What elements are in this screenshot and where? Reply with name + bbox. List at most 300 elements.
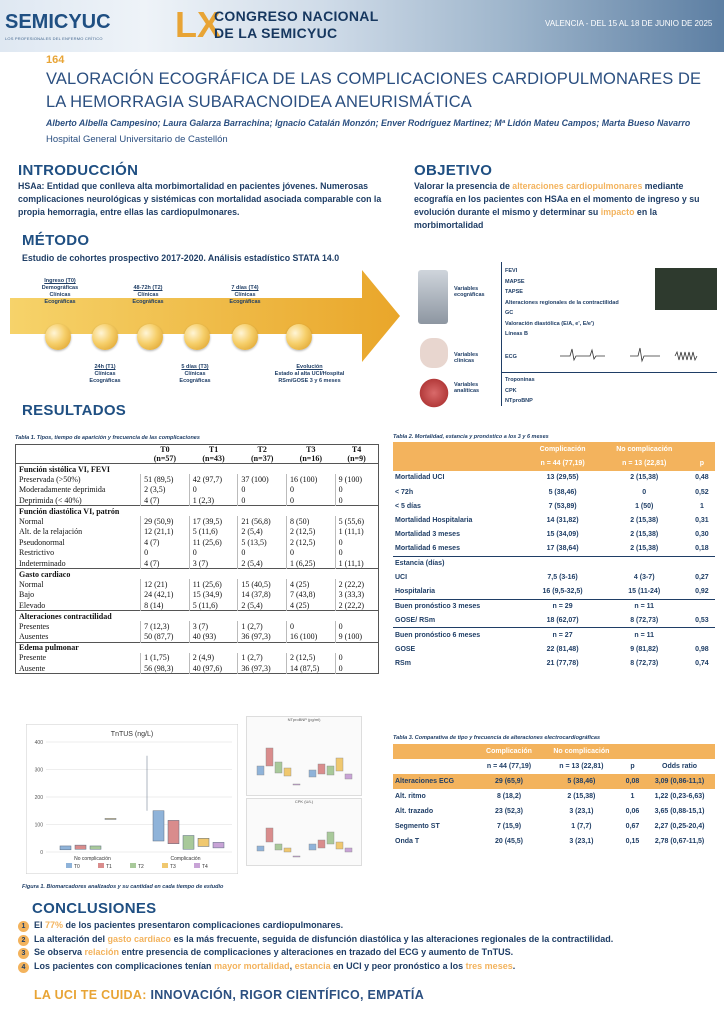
table-cell: Ausentes <box>19 632 49 641</box>
table-cell: 12 (21) <box>141 579 190 590</box>
table-cell: Bajo <box>19 590 35 600</box>
table-cell: 0 <box>335 653 378 664</box>
table-row <box>16 495 379 506</box>
table-cell: 23 (52,3) <box>494 808 524 815</box>
table-cell: 1 (6,25) <box>287 558 336 569</box>
table-cell: 3,65 (0,88-15,1) <box>654 808 705 815</box>
group-label: No complicación <box>74 856 111 862</box>
variables-divider-2 <box>501 372 717 373</box>
table-cell: 2 (5,4) <box>238 527 287 538</box>
mini-box <box>309 770 316 777</box>
congress-number: LX <box>175 4 222 45</box>
table-header-cell: Odds ratio <box>662 763 698 770</box>
ntprobnp-plot <box>247 722 361 792</box>
table-cell: Alt. ritmo <box>395 793 426 800</box>
table-header-cell: T1 (n=43) <box>189 445 238 464</box>
mini-box <box>345 774 352 779</box>
table-row <box>16 590 379 601</box>
y-tick: 0 <box>40 850 43 856</box>
table-cell: 2,78 (0,67-11,5) <box>654 838 705 845</box>
blood-cells-image <box>418 376 450 410</box>
table-section-row <box>16 464 379 475</box>
conclusions-list <box>18 919 718 973</box>
table-cell: 1 (2,7) <box>238 653 287 664</box>
table-cell: 0,67 <box>625 823 640 830</box>
table-row <box>393 804 715 819</box>
table-header-cell <box>644 744 715 759</box>
table-cell: Segmento ST <box>395 823 440 830</box>
table-row <box>393 819 715 834</box>
table-header-cell: T0 (n=57) <box>141 445 190 464</box>
patient-image <box>420 338 448 368</box>
table-cell: 0 <box>238 485 287 496</box>
table-cell: Mortalidad 3 meses <box>395 531 460 539</box>
congress-title-2: DE LA SEMICYUC <box>214 25 338 41</box>
table-cell: 1 <box>699 502 704 510</box>
table-cell: 16 (9,5-32,5) <box>542 588 583 596</box>
mini-box <box>284 848 291 852</box>
table1-caption: Tabla 1. Tipos, tiempo de aparición y frecuencia de las complicaciones <box>15 435 200 441</box>
conclusions-heading: CONCLUSIONES <box>32 900 157 917</box>
hospital: Hospital General Universitario de Castellón <box>46 134 228 145</box>
conclusion-1: 1 El 77% de los pacientes presentaron complicaciones cardiopulmonares. <box>18 919 718 933</box>
table-header-cell <box>393 759 476 774</box>
table-header-cell: Complicación <box>486 748 532 755</box>
cpk-title: CPK (U/L) <box>294 799 314 804</box>
table-cell: 0,06 <box>625 808 640 815</box>
table-cell: 2 (15,38) <box>630 517 659 525</box>
table-cell: 11 (25,6) <box>189 579 238 590</box>
table-cell: 0,92 <box>695 588 709 596</box>
table1 <box>15 444 379 674</box>
mini-box <box>336 842 343 849</box>
table-header-cell <box>689 442 715 456</box>
table-row <box>16 579 379 590</box>
table-cell: 5 (13,5) <box>238 537 287 548</box>
table-header-cell: No complicación <box>616 445 673 453</box>
table-cell: 0 <box>189 548 238 559</box>
table-cell: 16 (100) <box>287 474 336 485</box>
legend-label: T2 <box>138 864 144 870</box>
method-heading: MÉTODO <box>22 232 90 249</box>
table-cell: Estancia (días) <box>395 560 445 568</box>
timeline-point-t4 <box>232 324 258 350</box>
box-T0 <box>60 846 71 850</box>
var-clin-list: ECG <box>505 354 517 360</box>
table-row <box>393 528 715 542</box>
table-cell: 5 (11,6) <box>189 600 238 611</box>
table-cell: 4 (7) <box>141 537 190 548</box>
table-cell: 0,18 <box>695 545 709 553</box>
box-T0 <box>153 811 164 841</box>
table-cell: 0 <box>141 548 190 559</box>
table-header-cell: No complicación <box>553 748 610 755</box>
table-cell: 2 (12,5) <box>287 527 336 538</box>
section-title: Función diastólica VI, patrón <box>16 506 379 517</box>
table-cell: 0 <box>335 548 378 559</box>
table-cell: Moderadamente deprimida <box>19 485 106 495</box>
mini-box <box>266 828 273 842</box>
table-cell: 1 (11,1) <box>335 527 378 538</box>
table-cell: UCI <box>395 574 408 582</box>
ntprobnp-title: NTproBNP (pg/ml) <box>287 717 321 722</box>
tntus-chart <box>26 724 238 874</box>
y-tick: 300 <box>34 767 43 774</box>
table-section-row <box>16 611 379 622</box>
table-cell: 5 (38,46) <box>567 778 596 785</box>
table-cell: 21 (56,8) <box>238 516 287 527</box>
table-cell: 1 (2,7) <box>238 621 287 632</box>
method-text: Estudio de cohortes prospectivo 2017-2020. Análisis estadístico STATA 14.0 <box>22 253 340 263</box>
table-cell: Ausente <box>19 663 46 673</box>
table-row <box>393 614 715 628</box>
table-cell: 56 (98,3) <box>141 663 190 674</box>
table-header-cell: T3 (n=16) <box>287 445 336 464</box>
table-cell: 2,27 (0,25-20,4) <box>654 823 705 830</box>
table-cell: 5 (38,46) <box>548 488 577 496</box>
ecg-traces <box>560 346 710 364</box>
table-cell: 12 (21,1) <box>141 527 190 538</box>
table2 <box>393 442 715 671</box>
table-cell: 40 (97,6) <box>189 663 238 674</box>
table-cell: 1,22 (0,23-6,63) <box>654 793 705 800</box>
table-cell: 3,09 (0,86-11,1) <box>654 778 705 785</box>
table-cell: 2 (15,38) <box>567 793 596 800</box>
table-cell: Presentes <box>19 621 50 631</box>
table-cell: 37 (100) <box>238 474 287 485</box>
table-row <box>393 774 715 789</box>
table-cell: Indeterminado <box>19 558 66 568</box>
table-cell: 9 (81,82) <box>630 645 659 653</box>
table-row <box>393 471 715 485</box>
table-cell: 51 (89,5) <box>141 474 190 485</box>
table-cell: 22 (81,48) <box>546 645 579 653</box>
table-cell: 0,74 <box>695 660 709 668</box>
intro-heading: INTRODUCCIÓN <box>18 162 139 179</box>
table-cell: Alteraciones ECG <box>395 778 455 785</box>
table-header-cell <box>393 442 526 456</box>
table-cell: 3 (7) <box>189 558 238 569</box>
table-cell: < 72h <box>395 488 414 496</box>
table-cell: 0 <box>335 537 378 548</box>
table-cell: 1 (50) <box>635 502 654 510</box>
table-header-cell: n = 44 (77,19) <box>540 459 585 467</box>
table-cell: 0,98 <box>695 645 709 653</box>
figure-caption: Figura 1. Biomarcadores analizados y su cantidad en cada tiempo de estudio <box>22 884 224 890</box>
table-cell <box>689 599 715 613</box>
table-cell: 0 <box>335 485 378 496</box>
timeline-t3: 5 días (T3) Clínicas Ecográficas <box>179 364 211 384</box>
table-row <box>16 653 379 664</box>
timeline-t0: Ingreso (T0) Demográficas Clínicas Ecográficas <box>41 278 79 305</box>
table-cell <box>600 556 689 570</box>
box-T3 <box>105 818 116 819</box>
table-cell: 2 (12,5) <box>287 537 336 548</box>
var-anal-label: Variables analíticas <box>454 382 480 394</box>
table-row <box>16 527 379 538</box>
table-cell: 2 (4,9) <box>189 653 238 664</box>
table-header-cell: T2 (n=37) <box>238 445 287 464</box>
variables-divider <box>501 262 502 406</box>
mini-box <box>275 762 282 773</box>
timeline-point-evolution <box>286 324 312 350</box>
table-header <box>393 442 715 456</box>
y-tick: 100 <box>34 822 43 829</box>
table-cell: 0 <box>287 621 336 632</box>
table-cell: 40 (93) <box>189 632 238 643</box>
table-cell: Restrictivo <box>19 548 55 558</box>
table-header-cell <box>621 744 644 759</box>
legend-label: T4 <box>202 864 208 870</box>
table-cell: 16 (100) <box>287 632 336 643</box>
table-cell: 0 <box>335 663 378 674</box>
table-cell: 2 (12,5) <box>287 653 336 664</box>
table-cell: 21 (77,78) <box>546 660 579 668</box>
table-cell: 3 (23,1) <box>569 838 594 845</box>
var-anal-list: Troponinas CPK NTproBNP <box>505 377 535 404</box>
table-cell: 2 (22,2) <box>335 600 378 611</box>
table-cell: 8 (14) <box>141 600 190 611</box>
table-row <box>393 628 715 642</box>
table-cell: 4 (25) <box>287 600 336 611</box>
table-cell: 2 (3,5) <box>141 485 190 496</box>
legend-label: T3 <box>170 864 176 870</box>
conclusion-3: 3 Se observa relación entre presencia de complicaciones y alteraciones en trazado del ECG y aumento de TnTUS. <box>18 946 718 960</box>
table-cell: 9 (100) <box>335 474 378 485</box>
table-cell: 4 (7) <box>141 495 190 506</box>
var-eco-label: Variables ecográficas <box>454 286 485 298</box>
table-cell: Preservada (>50%) <box>19 474 81 484</box>
table-cell: 15 (40,5) <box>238 579 287 590</box>
table-cell: 29 (50,9) <box>141 516 190 527</box>
mini-box <box>257 766 264 775</box>
table-cell: 1 (11,1) <box>335 558 378 569</box>
table-row <box>16 516 379 527</box>
table-cell: 0,52 <box>695 488 709 496</box>
table-cell: 17 (39,5) <box>189 516 238 527</box>
section-title: Función sistólica VI, FEVI <box>16 464 379 475</box>
table-row <box>16 632 379 643</box>
table-row <box>16 663 379 674</box>
congress-dates: VALENCIA - DEL 15 AL 18 DE JUNIO DE 2025 <box>545 19 713 28</box>
table-header-cell: p <box>699 459 705 467</box>
table-row <box>393 834 715 849</box>
chart-title: TnTUS (ng/L) <box>110 731 154 738</box>
table-row <box>393 642 715 656</box>
table-cell: 14 (37,8) <box>238 590 287 601</box>
legend-swatch <box>162 863 168 868</box>
table-row <box>393 585 715 599</box>
table-row <box>16 537 379 548</box>
box-T3 <box>198 838 209 846</box>
table-cell: 2 (15,38) <box>630 474 659 482</box>
timeline-point-t2 <box>137 324 163 350</box>
table-cell: 0 <box>238 548 287 559</box>
table-cell: n = 11 <box>634 631 655 639</box>
table-cell: 2 (15,38) <box>630 545 659 553</box>
table-cell: 4 (7) <box>141 558 190 569</box>
table-cell: 2 (22,2) <box>335 579 378 590</box>
table-row <box>393 599 715 613</box>
mini-box <box>318 840 325 848</box>
table-cell: 15 (34,09) <box>546 531 579 539</box>
mini-box <box>327 832 334 844</box>
mini-box <box>309 844 316 850</box>
table-cell: 17 (38,64) <box>546 545 579 553</box>
table-header-cell: T4 (n=9) <box>335 445 378 464</box>
conclusion-2: 2 La alteración del gasto cardiaco es la más frecuente, seguida de disfunción diastólica y las alteraciones regionales de la contractilidad. <box>18 933 718 947</box>
table-cell: 14 (31,82) <box>546 517 579 525</box>
table-cell: 2 (15,38) <box>630 531 659 539</box>
table-cell: 50 (87,7) <box>141 632 190 643</box>
table-header-cell: n = 13 (22,81) <box>559 763 604 770</box>
table-row <box>393 542 715 556</box>
legend-swatch <box>66 863 72 868</box>
table-cell: 7 (53,89) <box>548 502 577 510</box>
table-cell: 0,30 <box>695 531 709 539</box>
table-row <box>393 485 715 499</box>
table-section-row <box>16 569 379 580</box>
table-cell: 3 (23,1) <box>569 808 594 815</box>
table-cell: 8 (72,73) <box>630 660 659 668</box>
table-cell <box>689 556 715 570</box>
objective-text: Valorar la presencia de alteraciones cardiopulmonares mediante ecografía en los pacientes con HSAa en el momento de ingreso y su evolución durante el mismo y determinar su impacto en la morbimortalidad <box>414 181 700 230</box>
table-cell: 1 <box>630 793 635 800</box>
box-T4 <box>213 842 224 848</box>
mini-box <box>345 848 352 852</box>
cpk-plot <box>247 804 361 864</box>
table-header-cell: Complicación <box>539 445 586 453</box>
table-cell: Buen pronóstico 3 meses <box>395 603 481 611</box>
table-cell: Normal <box>19 579 44 589</box>
y-tick: 200 <box>34 795 43 801</box>
cpk-chart <box>246 798 362 866</box>
table-cell: 4 (25) <box>287 579 336 590</box>
table-cell: 1 (2,3) <box>189 495 238 506</box>
table-section-row <box>16 642 379 653</box>
mini-box <box>266 748 273 766</box>
table1-header <box>16 445 379 464</box>
section-title: Gasto cardiaco <box>16 569 379 580</box>
table-cell: Onda T <box>395 838 420 845</box>
congress-title-1: CONGRESO NACIONAL <box>214 8 379 24</box>
table-row <box>16 558 379 569</box>
table-cell: 0 <box>335 495 378 506</box>
legend-swatch <box>194 863 200 868</box>
table-cell: 2 (5,4) <box>238 600 287 611</box>
mini-box <box>327 766 334 775</box>
table-cell: n = 27 <box>552 631 573 639</box>
table-cell: Buen pronóstico 6 meses <box>395 631 481 639</box>
table-cell: Alt. de la relajación <box>19 527 83 537</box>
table-cell <box>526 556 600 570</box>
table-cell: 36 (97,3) <box>238 663 287 674</box>
table-cell: 20 (45,5) <box>494 838 524 845</box>
timeline-point-t1 <box>92 324 118 350</box>
legend-swatch <box>98 863 104 868</box>
table-cell: 0 <box>238 495 287 506</box>
table-cell: 5 (55,6) <box>335 516 378 527</box>
group-label: Complicación <box>170 856 201 862</box>
table-cell: Pseudonormal <box>19 537 65 547</box>
var-clin-label: Variables clínicas <box>454 352 479 364</box>
table-cell: 8 (18,2) <box>496 793 522 800</box>
table-cell: Mortalidad 6 meses <box>395 545 460 553</box>
table-row <box>393 789 715 804</box>
timeline-evolution: Evolución Estado al alta UCI/Hospital RSm/GOSE 3 y 6 meses <box>274 364 345 384</box>
table-cell: 0 <box>287 485 336 496</box>
table-cell: 15 (34,9) <box>189 590 238 601</box>
table-cell: 0,08 <box>625 778 640 785</box>
footer-slogan: LA UCI TE CUIDA: INNOVACIÓN, RIGOR CIENTÍFICO, EMPATÍA <box>34 988 425 1002</box>
objective-heading: OBJETIVO <box>414 162 493 179</box>
table-header <box>393 759 715 774</box>
poster-number: 164 <box>46 54 65 66</box>
mini-box <box>293 856 300 857</box>
box-T1 <box>168 820 179 843</box>
table-cell: 8 (50) <box>287 516 336 527</box>
box-T2 <box>90 846 101 849</box>
table-header-cell: p <box>630 763 635 770</box>
table-cell: 3 (33,3) <box>335 590 378 601</box>
table-cell: Normal <box>19 516 44 526</box>
mini-box <box>284 768 291 776</box>
semicyuc-logo: SEMICYUC <box>5 11 111 33</box>
table-cell: 5 (11,6) <box>189 527 238 538</box>
table-cell: 15 (11-24) <box>628 588 661 596</box>
table-header <box>393 456 715 470</box>
timeline-t1: 24h (T1) Clínicas Ecográficas <box>89 364 121 384</box>
table-cell: 7 (15,9) <box>496 823 522 830</box>
timeline-point-t0 <box>45 324 71 350</box>
mini-box <box>318 764 325 774</box>
table-row <box>393 571 715 585</box>
section-title: Alteraciones contractilidad <box>16 611 379 622</box>
table-cell: Elevado <box>19 600 46 610</box>
table-cell: < 5 días <box>395 502 421 510</box>
table-row <box>16 474 379 485</box>
timeline-point-t3 <box>184 324 210 350</box>
table-cell: 0,27 <box>695 574 709 582</box>
box-T1 <box>75 845 86 849</box>
table-row <box>393 513 715 527</box>
table-section-row <box>16 506 379 517</box>
section-title: Edema pulmonar <box>16 642 379 653</box>
mini-box <box>336 758 343 771</box>
table-cell: 0,53 <box>695 616 709 624</box>
ultrasound-machine-image <box>418 270 448 324</box>
timeline-t4: 7 días (T4) Clínicas Ecográficas <box>229 285 261 305</box>
table-row <box>16 600 379 611</box>
table-cell: 13 (29,55) <box>546 474 579 482</box>
table-header-cell: n = 44 (77,19) <box>486 763 532 770</box>
table-cell: GOSE/ RSm <box>395 616 436 624</box>
table-cell: Alt. trazado <box>395 808 434 815</box>
table-cell: 4 (3-7) <box>633 574 655 582</box>
table-cell: 11 (25,6) <box>189 537 238 548</box>
table-cell: Mortalidad UCI <box>395 474 445 482</box>
ntprobnp-chart <box>246 716 362 796</box>
table-cell: 7 (12,3) <box>141 621 190 632</box>
logo-subtitle: LOS PROFESIONALES DEL ENFERMO CRÍTICO <box>5 36 103 41</box>
table-cell: Presente <box>19 653 47 663</box>
table3-caption: Tabla 3. Comparativa de tipo y frecuencia de alteraciones electrocardiográficas <box>393 735 601 741</box>
table-cell: GOSE <box>395 645 416 653</box>
echo-images <box>655 268 717 310</box>
conclusion-4: 4 Los pacientes con complicaciones tenían mayor mortalidad, estancia en UCI y peor pronóstico a los tres meses. <box>18 960 718 974</box>
table-cell: 0,48 <box>695 474 709 482</box>
table-cell: 36 (97,3) <box>238 632 287 643</box>
